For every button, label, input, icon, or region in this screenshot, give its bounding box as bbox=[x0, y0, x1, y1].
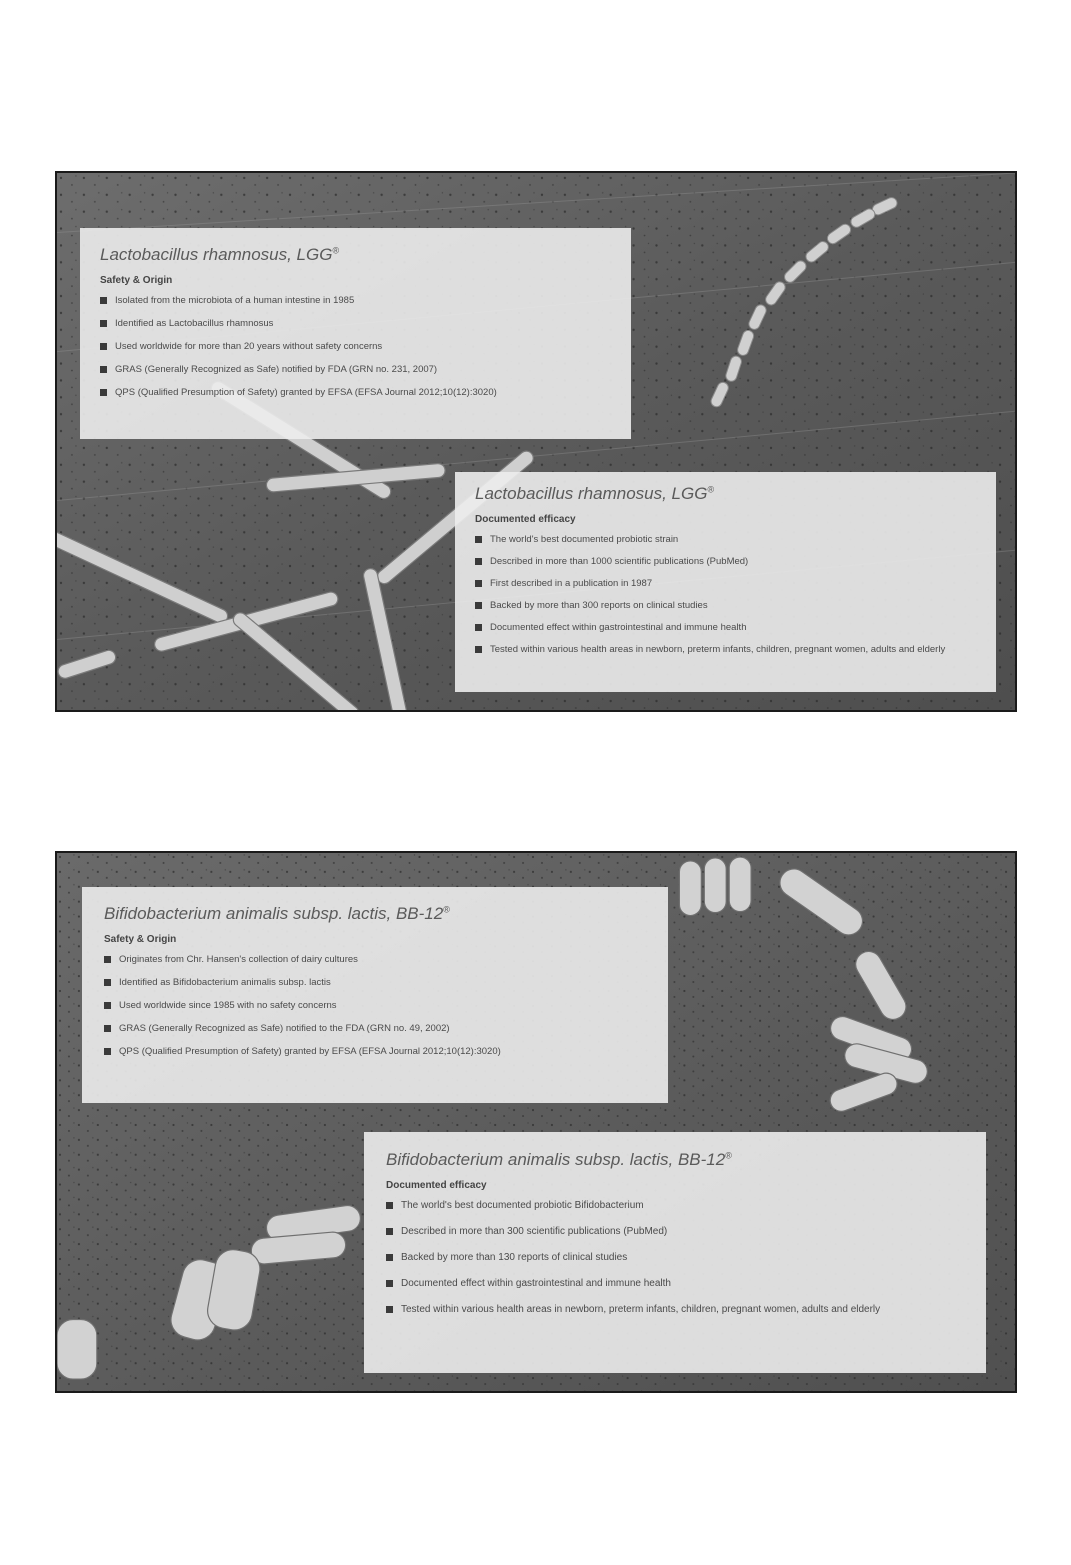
panel-bb12-safety bbox=[82, 887, 668, 1103]
list-item: Identified as Lactobacillus rhamnosus bbox=[100, 317, 611, 330]
bullet-list bbox=[100, 294, 611, 399]
list-item: First described in a publication in 1987 bbox=[475, 577, 976, 590]
list-item: Described in more than 300 scientific publications (PubMed) bbox=[386, 1225, 964, 1238]
panel-heading: Safety & Origin bbox=[100, 275, 173, 286]
slide-bb12 bbox=[55, 851, 1017, 1393]
bullet-list bbox=[104, 953, 646, 1058]
panel-heading: Safety & Origin bbox=[104, 934, 177, 945]
list-item: Used worldwide for more than 20 years without safety concerns bbox=[100, 340, 611, 353]
list-item: GRAS (Generally Recognized as Safe) notified to the FDA (GRN no. 49, 2002) bbox=[104, 1022, 646, 1035]
panel-title: Bifidobacterium animalis subsp. lactis, BB-12® bbox=[386, 1150, 732, 1169]
panel-lgg-efficacy bbox=[455, 472, 996, 692]
list-item: QPS (Qualified Presumption of Safety) granted by EFSA (EFSA Journal 2012;10(12):3020) bbox=[100, 386, 611, 399]
list-item: QPS (Qualified Presumption of Safety) granted by EFSA (EFSA Journal 2012;10(12):3020) bbox=[104, 1045, 646, 1058]
list-item: Documented effect within gastrointestinal and immune health bbox=[386, 1277, 964, 1290]
panel-heading: Documented efficacy bbox=[386, 1180, 487, 1191]
panel-lgg-safety bbox=[80, 228, 631, 439]
list-item: The world's best documented probiotic strain bbox=[475, 533, 976, 546]
bullet-list bbox=[475, 533, 976, 656]
bullet-list bbox=[386, 1199, 964, 1316]
panel-title: Bifidobacterium animalis subsp. lactis, BB-12® bbox=[104, 904, 450, 923]
list-item: Used worldwide since 1985 with no safety concerns bbox=[104, 999, 646, 1012]
list-item: Tested within various health areas in newborn, preterm infants, children, pregnant women, adults and elderly bbox=[475, 643, 976, 656]
panel-title: Lactobacillus rhamnosus, LGG® bbox=[100, 245, 340, 264]
list-item: Tested within various health areas in newborn, preterm infants, children, pregnant women, adults and elderly bbox=[386, 1303, 964, 1316]
list-item: The world's best documented probiotic Bifidobacterium bbox=[386, 1199, 964, 1212]
list-item: Originates from Chr. Hansen's collection of dairy cultures bbox=[104, 953, 646, 966]
panel-title: Lactobacillus rhamnosus, LGG® bbox=[475, 484, 715, 503]
list-item: Described in more than 1000 scientific publications (PubMed) bbox=[475, 555, 976, 568]
list-item: GRAS (Generally Recognized as Safe) notified by FDA (GRN no. 231, 2007) bbox=[100, 363, 611, 376]
list-item: Backed by more than 130 reports of clinical studies bbox=[386, 1251, 964, 1264]
list-item: Identified as Bifidobacterium animalis subsp. lactis bbox=[104, 976, 646, 989]
panel-heading: Documented efficacy bbox=[475, 514, 576, 525]
list-item: Documented effect within gastrointestinal and immune health bbox=[475, 621, 976, 634]
list-item: Isolated from the microbiota of a human intestine in 1985 bbox=[100, 294, 611, 307]
slide-lgg bbox=[55, 171, 1017, 712]
panel-bb12-efficacy bbox=[364, 1132, 986, 1373]
list-item: Backed by more than 300 reports on clinical studies bbox=[475, 599, 976, 612]
